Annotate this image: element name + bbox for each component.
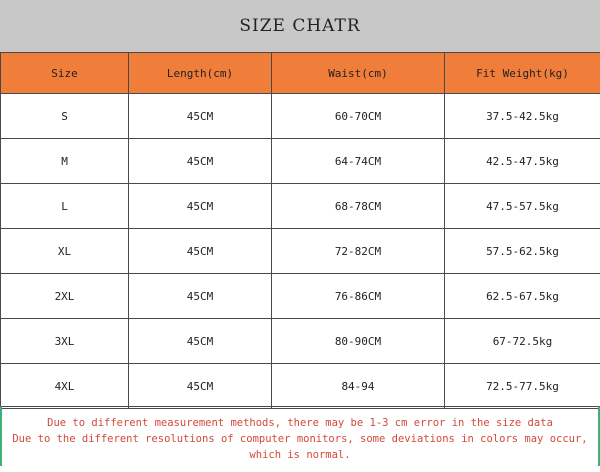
header-length: Length(cm) xyxy=(129,53,272,94)
size-cell: 3XL xyxy=(1,319,129,364)
weight-cell: 67-72.5kg xyxy=(445,319,600,364)
disclaimer-note xyxy=(0,406,600,466)
table-row xyxy=(1,184,600,229)
size-cell: 4XL xyxy=(1,364,129,409)
table-row xyxy=(1,274,600,319)
header-size: Size xyxy=(1,53,129,94)
weight-cell: 72.5-77.5kg xyxy=(445,364,600,409)
size-table xyxy=(0,52,600,409)
length-cell: 45CM xyxy=(129,229,272,274)
length-cell: 45CM xyxy=(129,364,272,409)
waist-cell: 64-74CM xyxy=(272,139,445,184)
size-cell: L xyxy=(1,184,129,229)
note-line: Due to different measurement methods, there may be 1-3 cm error in the size data xyxy=(47,417,553,429)
weight-cell: 42.5-47.5kg xyxy=(445,139,600,184)
header-waist: Waist(cm) xyxy=(272,53,445,94)
weight-cell: 57.5-62.5kg xyxy=(445,229,600,274)
length-cell: 45CM xyxy=(129,139,272,184)
table-row xyxy=(1,139,600,184)
weight-cell: 37.5-42.5kg xyxy=(445,94,600,139)
table-row xyxy=(1,229,600,274)
size-cell: XL xyxy=(1,229,129,274)
length-cell: 45CM xyxy=(129,319,272,364)
note-line: Due to the different resolutions of computer monitors, some deviations in colors may occur, xyxy=(12,433,588,445)
weight-cell: 62.5-67.5kg xyxy=(445,274,600,319)
waist-cell: 76-86CM xyxy=(272,274,445,319)
table-header xyxy=(1,53,600,94)
chart-title: SIZE CHATR xyxy=(0,0,600,52)
size-cell: M xyxy=(1,139,129,184)
waist-cell: 84-94 xyxy=(272,364,445,409)
table-row xyxy=(1,364,600,409)
table-row xyxy=(1,319,600,364)
size-cell: 2XL xyxy=(1,274,129,319)
length-cell: 45CM xyxy=(129,184,272,229)
header-fit-weight: Fit Weight(kg) xyxy=(445,53,600,94)
length-cell: 45CM xyxy=(129,94,272,139)
table-row xyxy=(1,94,600,139)
header-row xyxy=(1,53,600,94)
waist-cell: 60-70CM xyxy=(272,94,445,139)
length-cell: 45CM xyxy=(129,274,272,319)
table-body xyxy=(1,94,600,409)
waist-cell: 80-90CM xyxy=(272,319,445,364)
size-cell: S xyxy=(1,94,129,139)
weight-cell: 47.5-57.5kg xyxy=(445,184,600,229)
waist-cell: 68-78CM xyxy=(272,184,445,229)
note-line: which is normal. xyxy=(249,449,351,461)
waist-cell: 72-82CM xyxy=(272,229,445,274)
